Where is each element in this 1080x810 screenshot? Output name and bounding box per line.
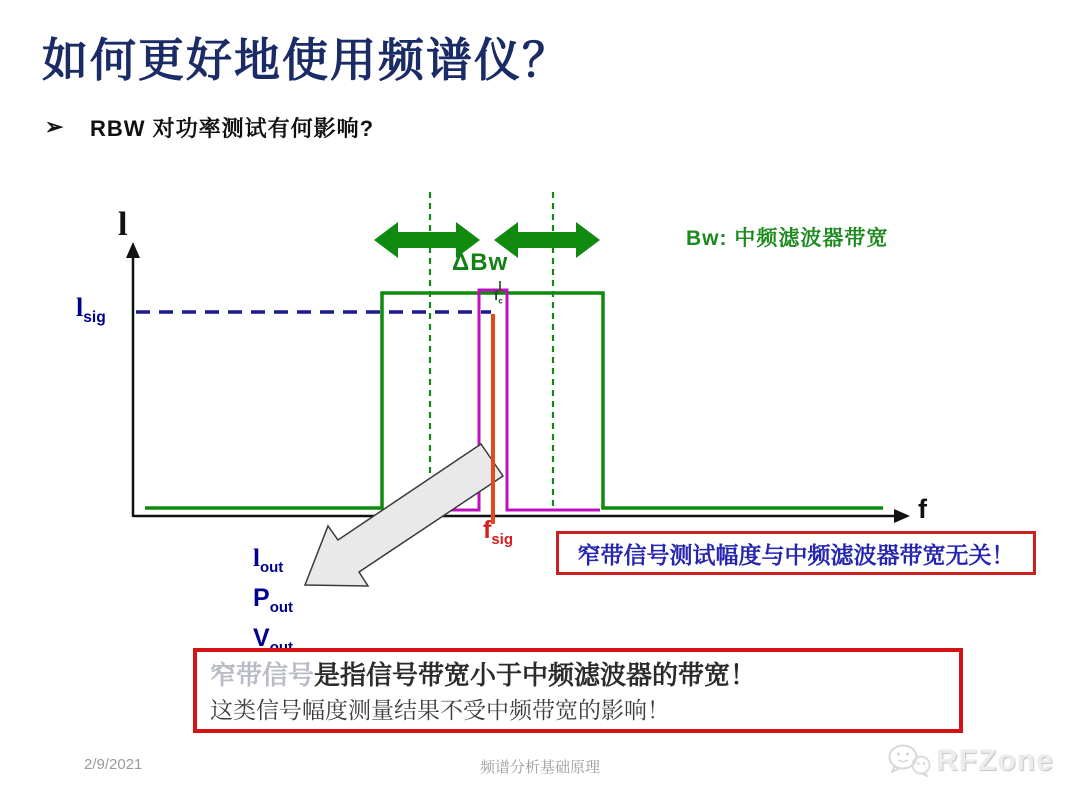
lout-label: $l_{out}$ <box>253 545 284 576</box>
footer-doc-title: 频谱分析基础原理 <box>479 759 600 776</box>
fc-label: $f_c$ <box>494 288 503 306</box>
note-line1: 窄带信号是指信号带宽小于中频滤波器的带宽！ <box>210 660 757 690</box>
note-box <box>193 648 963 733</box>
x-axis-label: f <box>918 494 927 524</box>
vout-label: $V_{out}$ <box>253 624 294 656</box>
y-axis-arrowhead <box>126 242 140 258</box>
fsig-label: $f_{sig}$ <box>483 516 514 548</box>
page-title: 如何更好地使用频谱仪？ <box>42 35 570 86</box>
note-highlight: 窄带信号 <box>210 660 315 690</box>
callout-box <box>556 531 1036 575</box>
wide-filter-curve <box>145 293 883 508</box>
delta-bw-label: ΔBw <box>452 249 509 276</box>
pout-label: $P_{out}$ <box>253 584 294 616</box>
bullet-arrow-icon: ➢ <box>45 114 64 139</box>
watermark <box>886 742 1054 780</box>
y-axis-label: l <box>118 206 128 243</box>
output-labels <box>253 543 293 663</box>
watermark-text: RFZone <box>936 744 1054 777</box>
lsig-label: $l_{sig}$ <box>76 293 106 327</box>
callout-text: 窄带信号测试幅度与中频滤波器带宽无关！ <box>577 541 1015 568</box>
delta-bw-arrow-right <box>494 222 600 258</box>
chat-bubbles-icon <box>886 742 932 780</box>
bullet-question: RBW 对功率测试有何影响? <box>90 116 375 141</box>
x-axis-arrowhead <box>894 509 910 523</box>
note-line2: 这类信号幅度测量结果不受中频带宽的影响！ <box>210 697 670 723</box>
bw-legend: Bw: 中频滤波器带宽 <box>686 227 889 250</box>
footer-date: 2/9/2021 <box>84 756 143 773</box>
